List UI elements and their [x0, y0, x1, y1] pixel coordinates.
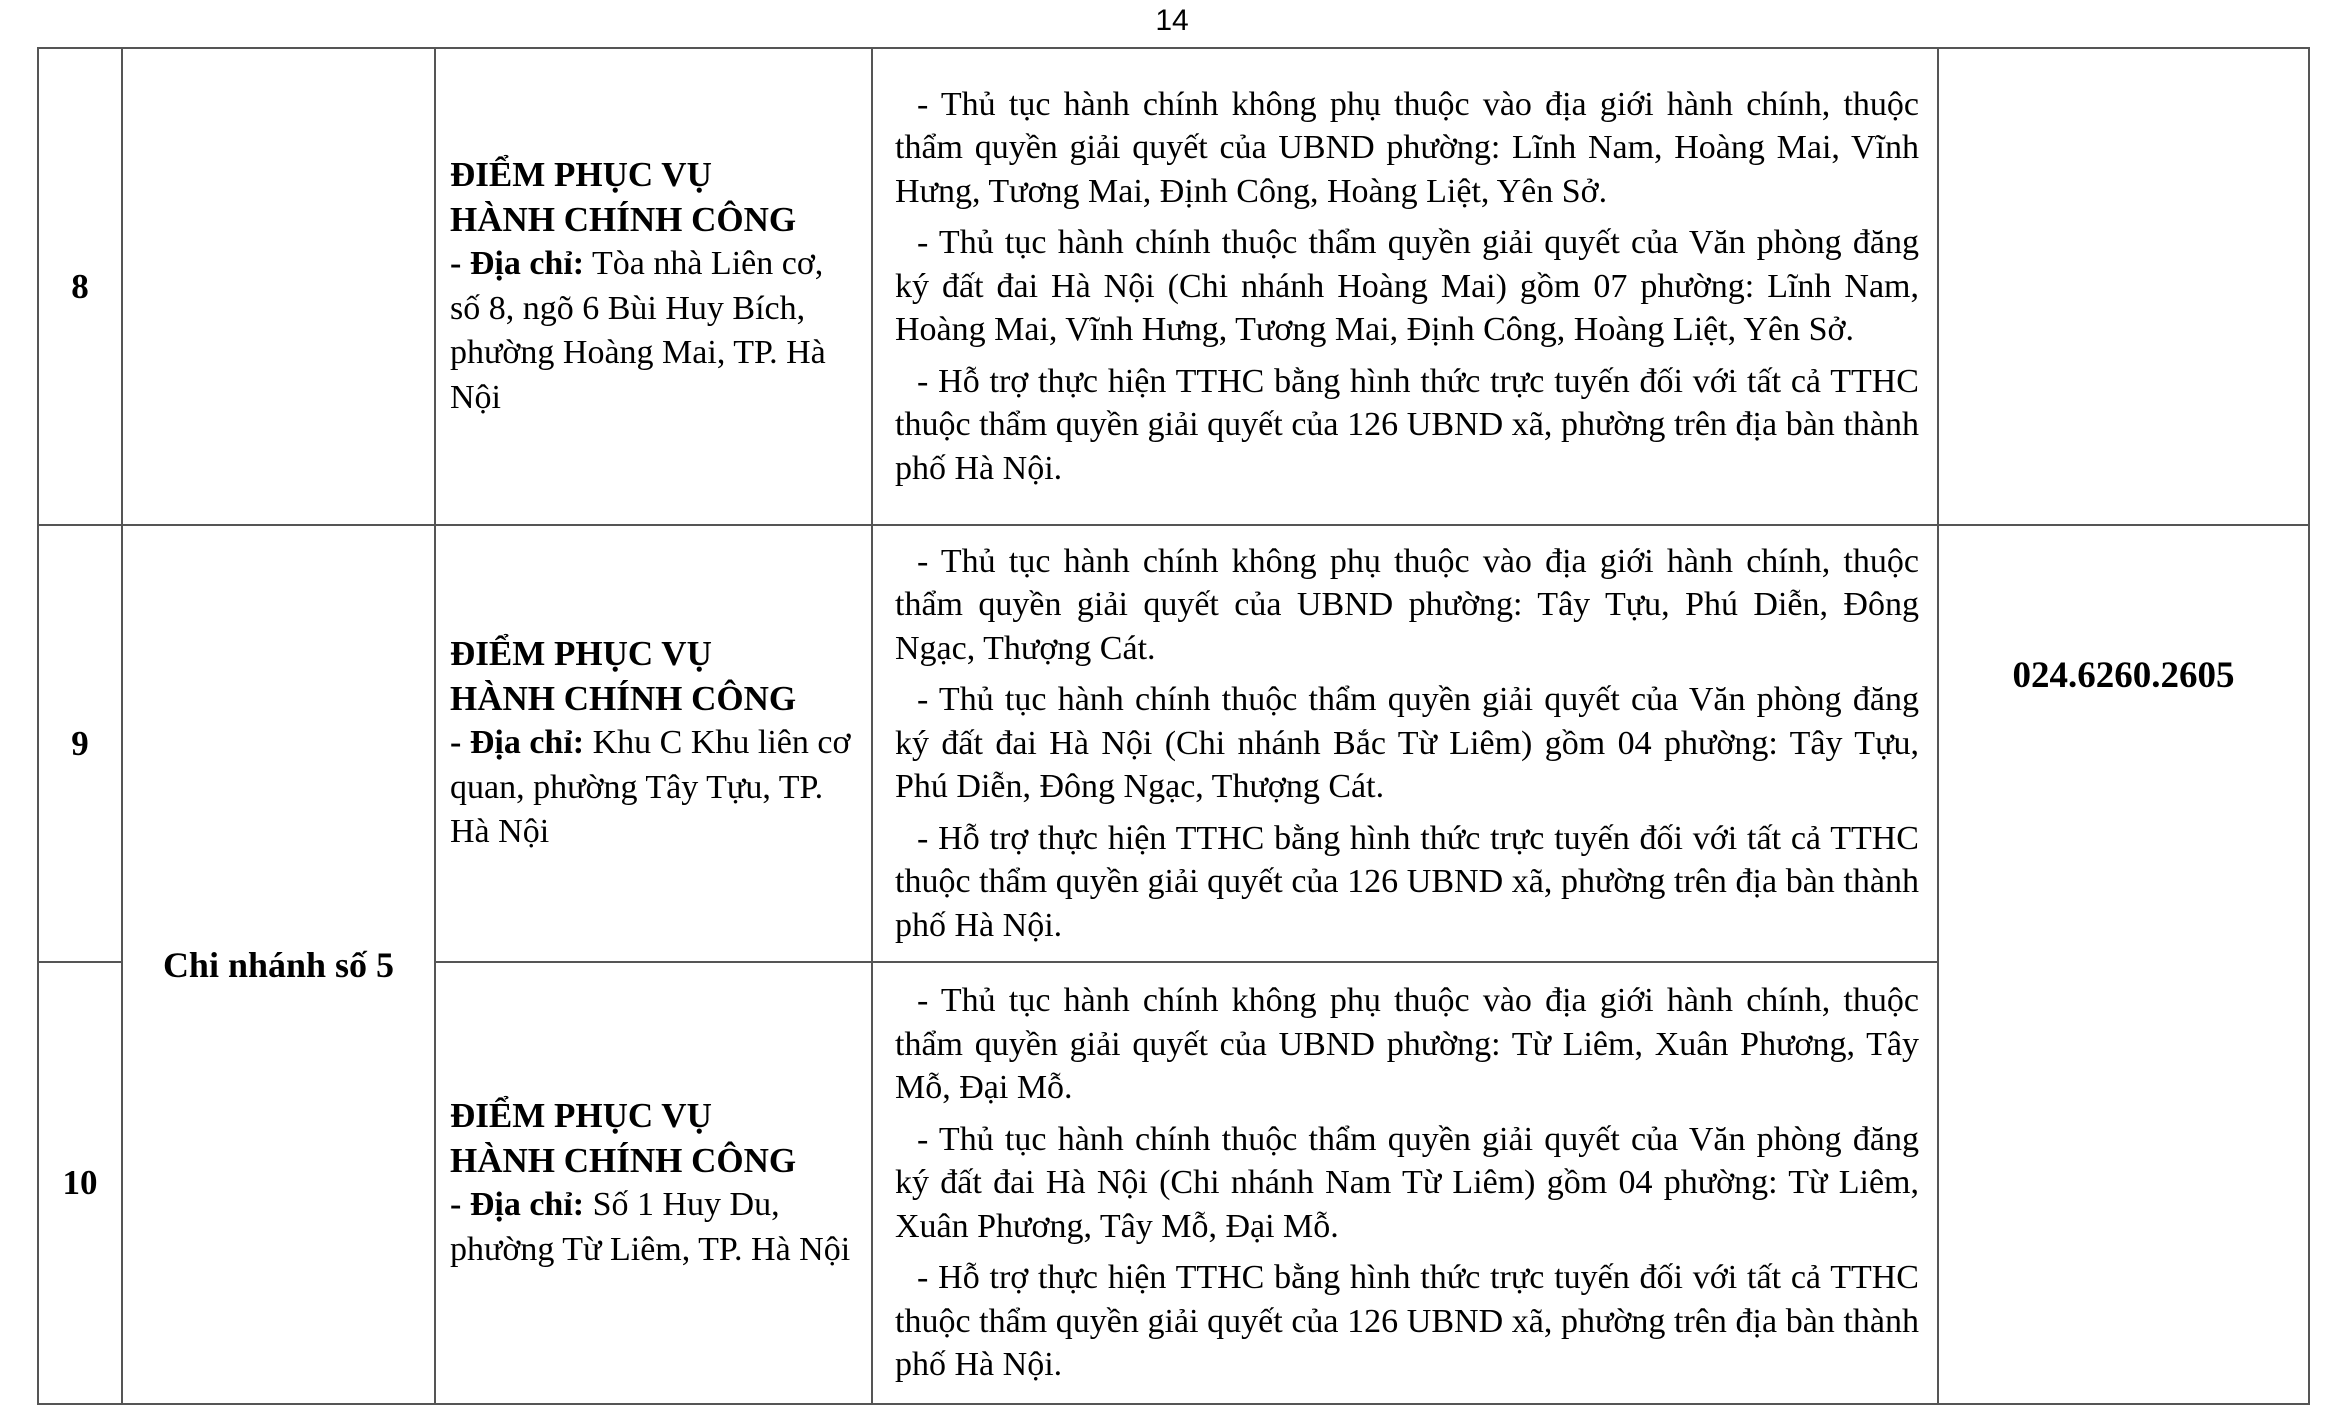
row-number: 9 — [38, 525, 122, 962]
scope-item: - Thủ tục hành chính không phụ thuộc vào địa giới hành chính, thuộc thẩm quyền giải quyết của UBND phường: Tây Tựu, Phú Diễn, Đông Ngạc, Thượng Cát. — [895, 542, 1919, 667]
service-point-cell — [435, 48, 872, 525]
scope-item: - Hỗ trợ thực hiện TTHC bằng hình thức trực tuyến đối với tất cả TTHC thuộc thẩm quyền giải quyết của 126 UBND xã, phường trên địa bàn thành phố Hà Nội. — [895, 1259, 1919, 1384]
row-number: 10 — [38, 962, 122, 1404]
service-point-address — [450, 721, 859, 855]
service-point-title-line1: ĐIỂM PHỤC VỤ — [450, 634, 712, 674]
phone-number: 024.6260.2605 — [1938, 525, 2309, 1404]
address-label: - Địa chỉ: — [450, 245, 585, 282]
scope-item: - Thủ tục hành chính thuộc thẩm quyền giải quyết của Văn phòng đăng ký đất đai Hà Nội (Chi nhánh Hoàng Mai) gồm 07 phường: Lĩnh Nam, Hoàng Mai, Vĩnh Hưng, Tương Mai, Định Công, Hoàng Liệt, Yên Sở. — [895, 224, 1919, 349]
service-point-title-line1: ĐIỂM PHỤC VỤ — [450, 1096, 712, 1135]
row-number: 8 — [38, 48, 122, 525]
scope-cell — [872, 48, 1938, 525]
service-point-title — [450, 1094, 859, 1183]
service-point-title — [450, 153, 859, 242]
branch-name: Chi nhánh số 5 — [122, 525, 435, 1404]
service-point-cell — [435, 962, 872, 1404]
scope-item: - Thủ tục hành chính không phụ thuộc vào địa giới hành chính, thuộc thẩm quyền giải quyết của UBND phường: Lĩnh Nam, Hoàng Mai, Vĩnh Hưng, Tương Mai, Định Công, Hoàng Liệt, Yên Sở. — [895, 85, 1919, 210]
address-text: Số 1 Huy Du, phường Từ Liêm, TP. Hà Nội — [450, 1186, 851, 1268]
phone-cell-empty — [1938, 48, 2309, 525]
address-text: Khu C Khu liên cơ quan, phường Tây Tựu, TP. Hà Nội — [450, 724, 851, 851]
address-label: - Địa chỉ: — [450, 1186, 585, 1223]
address-label: - Địa chỉ: — [450, 724, 585, 762]
table-row — [38, 525, 2309, 962]
service-point-title — [450, 632, 859, 721]
service-point-title-line2: HÀNH CHÍNH CÔNG — [450, 199, 797, 239]
service-point-title-line2: HÀNH CHÍNH CÔNG — [450, 1140, 797, 1180]
service-point-address — [450, 1183, 859, 1272]
service-point-cell — [435, 525, 872, 962]
service-point-title-line2: HÀNH CHÍNH CÔNG — [450, 678, 797, 718]
service-point-address — [450, 242, 859, 420]
branch-cell-empty — [122, 48, 435, 525]
scope-item: - Thủ tục hành chính không phụ thuộc vào địa giới hành chính, thuộc thẩm quyền giải quyết của UBND phường: Từ Liêm, Xuân Phương, Tây Mỗ, Đại Mỗ. — [895, 982, 1919, 1107]
service-points-table — [37, 47, 2310, 1405]
table-row — [38, 48, 2309, 525]
scope-item: - Hỗ trợ thực hiện TTHC bằng hình thức trực tuyến đối với tất cả TTHC thuộc thẩm quyền giải quyết của 126 UBND xã, phường trên địa bàn thành phố Hà Nội. — [895, 819, 1919, 944]
scope-cell — [872, 525, 1938, 962]
scope-cell — [872, 962, 1938, 1404]
scope-item: - Thủ tục hành chính thuộc thẩm quyền giải quyết của Văn phòng đăng ký đất đai Hà Nội (Chi nhánh Nam Từ Liêm) gồm 04 phường: Từ Liêm, Xuân Phương, Tây Mỗ, Đại Mỗ. — [895, 1120, 1919, 1245]
address-text: Tòa nhà Liên cơ, số 8, ngõ 6 Bùi Huy Bích, phường Hoàng Mai, TP. Hà Nội — [450, 245, 826, 416]
service-point-title-line1: ĐIỂM PHỤC VỤ — [450, 155, 712, 194]
scope-item: - Hỗ trợ thực hiện TTHC bằng hình thức trực tuyến đối với tất cả TTHC thuộc thẩm quyền giải quyết của 126 UBND xã, phường trên địa bàn thành phố Hà Nội. — [895, 362, 1919, 487]
page-number: 14 — [1155, 4, 1189, 37]
scope-item: - Thủ tục hành chính thuộc thẩm quyền giải quyết của Văn phòng đăng ký đất đai Hà Nội (Chi nhánh Bắc Từ Liêm) gồm 04 phường: Tây Tựu, Phú Diễn, Đông Ngạc, Thượng Cát. — [895, 681, 1919, 806]
